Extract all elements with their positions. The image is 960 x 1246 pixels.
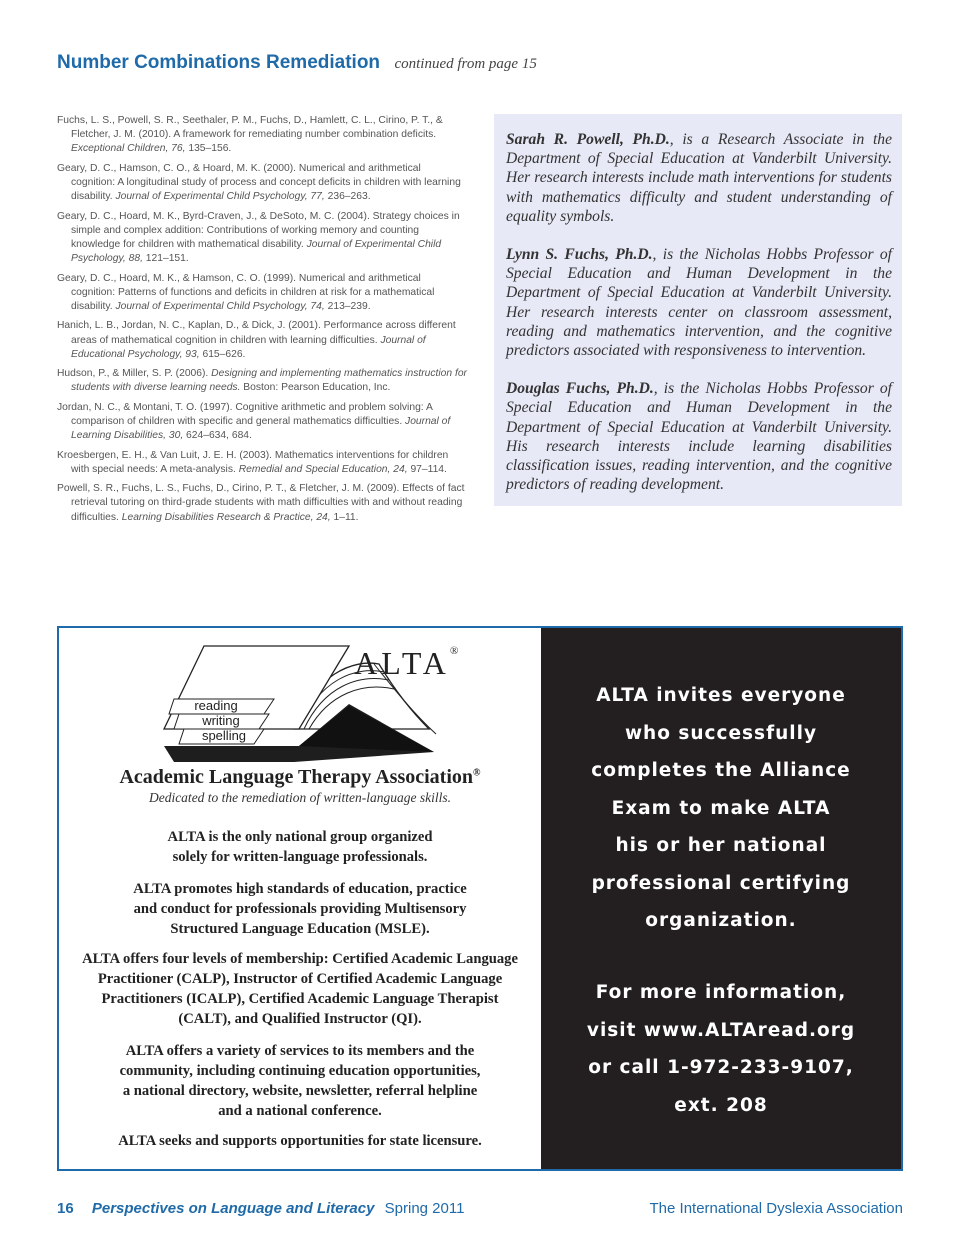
author-name: Sarah R. Powell, Ph.D. [506, 131, 670, 148]
organization-name: Academic Language Therapy Association® [119, 766, 481, 788]
author-name: Lynn S. Fuchs, Ph.D. [506, 246, 653, 264]
ad-info-panel [59, 628, 541, 1169]
issue-season: Spring 2011 [384, 1200, 465, 1217]
invite-message: ALTA invites everyone who successfully completes the Alliance Exam to make ALTA his or her national professional certifying organization. [591, 685, 851, 931]
reference-item: Powell, S. R., Fuchs, L. S., Fuchs, D., Cirino, P. T., & Fletcher, J. M. (2009). Effects of fact retrieval tutoring on third-grade students with math difficulties with and without reading difficulties. Learning Disabilities Research & Practice, 24, 1–11. [57, 483, 465, 523]
ad-paragraph: ALTA seeks and supports opportunities for state licensure. [118, 1133, 482, 1149]
logo-layer-writing: writing [202, 713, 240, 728]
reference-item: Fuchs, L. S., Powell, S. R., Seethaler, P. M., Fuchs, D., Hamlett, C. L., Cirino, P. T., & Fletcher, J. M. (2010). A framework for remediating number combination deficits. Exceptional Children, 76, 135–156. [57, 115, 443, 155]
logo-layer-reading: reading [194, 698, 238, 713]
page-header [57, 52, 917, 74]
reference-item: Geary, D. C., Hoard, M. K., Byrd-Craven, J., & DeSoto, M. C. (2004). Strategy choices in simple and complex addition: Contributions of working memory and counting knowledge for children with mathematical disability. Journal of Experimental Child Psychology, 88, 121–151. [57, 210, 460, 265]
continued-note: continued from page 15 [394, 56, 537, 72]
article-title: Number Combinations Remediation [57, 52, 381, 73]
footer-organization: The International Dyslexia Association [649, 1200, 903, 1217]
reference-item: Geary, D. C., Hoard, M. K., & Hamson, C. O. (1999). Numerical and arithmetical cognition: Patterns of functions and deficits in children at risk for a mathematical disability. Journal of Experimental Child Psychology, 74, 213–239. [57, 272, 435, 312]
author-bio: Lynn S. Fuchs, Ph.D., is the Nicholas Hobbs Professor of Special Education and Human Development in the Department of Special Education at Vanderbilt University. Her research interests center on classroom assessment, reading and mathematics intervention, and the cognitive predictors associated with responsiveness to intervention. [506, 246, 892, 360]
ad-callout-panel [541, 628, 901, 1169]
logo-registered-mark: ® [450, 645, 459, 657]
references-list [57, 114, 467, 530]
page-footer [57, 1200, 903, 1220]
author-bio: Douglas Fuchs, Ph.D., is the Nicholas Hobbs Professor of Special Education and Human Development in the Department of Special Education at Vanderbilt University. His research interests include learning disabilities classification issues, reading intervention, and the cognitive predictors of reading development. [506, 380, 892, 494]
ad-paragraph: ALTA offers a variety of services to its members and the community, including continuing education opportunities, a national directory, website, newsletter, referral helpline and a national conference. [119, 1043, 481, 1119]
author-bios-box [494, 114, 902, 506]
author-bio: Sarah R. Powell, Ph.D., is a Research Associate in the Department of Special Education at Vanderbilt University. Her research interests include math interventions for students with mathematics difficulty and student understanding of equality symbols. [506, 131, 892, 225]
alta-advertisement [57, 626, 903, 1171]
reference-item: Kroesbergen, E. H., & Van Luit, J. E. H. (2003). Mathematics interventions for children with special needs: A meta-analysis. Remedial and Special Education, 24, 97–114. [57, 449, 449, 475]
ad-paragraph: ALTA promotes high standards of education, practice and conduct for professionals providing Multisensory Structured Language Education (MSLE). [133, 881, 467, 937]
reference-item: Hanich, L. B., Jordan, N. C., Kaplan, D., & Dick, J. (2001). Performance across different areas of mathematical cognition in children with learning difficulties. Journal of Educational Psychology, 93, 615–626. [57, 320, 456, 360]
reference-item: Geary, D. C., Hamson, C. O., & Hoard, M. K. (2000). Numerical and arithmetical cognition: A longitudinal study of process and concept deficits in children with learning disability. Journal of Experimental Child Psychology, 77, 236–263. [57, 162, 461, 203]
contact-info: For more information, visit www.ALTAread.org or call 1-972-233-9107, ext. 208 [541, 974, 901, 1124]
ad-paragraph: ALTA is the only national group organized solely for written-language professionals. [167, 829, 433, 865]
website-link[interactable]: visit www.ALTAread.org [586, 1019, 856, 1041]
reference-item: Hudson, P., & Miller, S. P. (2006). Designing and implementing mathematics instruction for students with diverse learning needs. Boston: Pearson Education, Inc. [57, 368, 467, 394]
organization-tagline: Dedicated to the remediation of written-language skills. [148, 790, 452, 805]
logo-layer-spelling: spelling [201, 728, 247, 743]
reference-item: Jordan, N. C., & Montani, T. O. (1997). Cognitive arithmetic and problem solving: A comparison of children with specific and general mathematics difficulties. Journal of Learning Disabilities, 30, 624–634, 684. [57, 401, 451, 442]
ad-paragraph: ALTA offers four levels of membership: Certified Academic Language Practitioner (CALP), Instructor of Certified Academic Language Practitioners (ICALP), Certified Academic Language Therapist (CALT), and Qualified Instructor (QI). [82, 951, 518, 1027]
phone-number: or call 1-972-233-9107, [588, 1057, 854, 1078]
logo-wordmark: ALTA [354, 645, 450, 681]
alta-book-logo [144, 634, 464, 764]
publication-title: Perspectives on Language and Literacy [91, 1200, 375, 1217]
page-number: 16 [57, 1200, 74, 1217]
author-name: Douglas Fuchs, Ph.D. [506, 380, 654, 398]
